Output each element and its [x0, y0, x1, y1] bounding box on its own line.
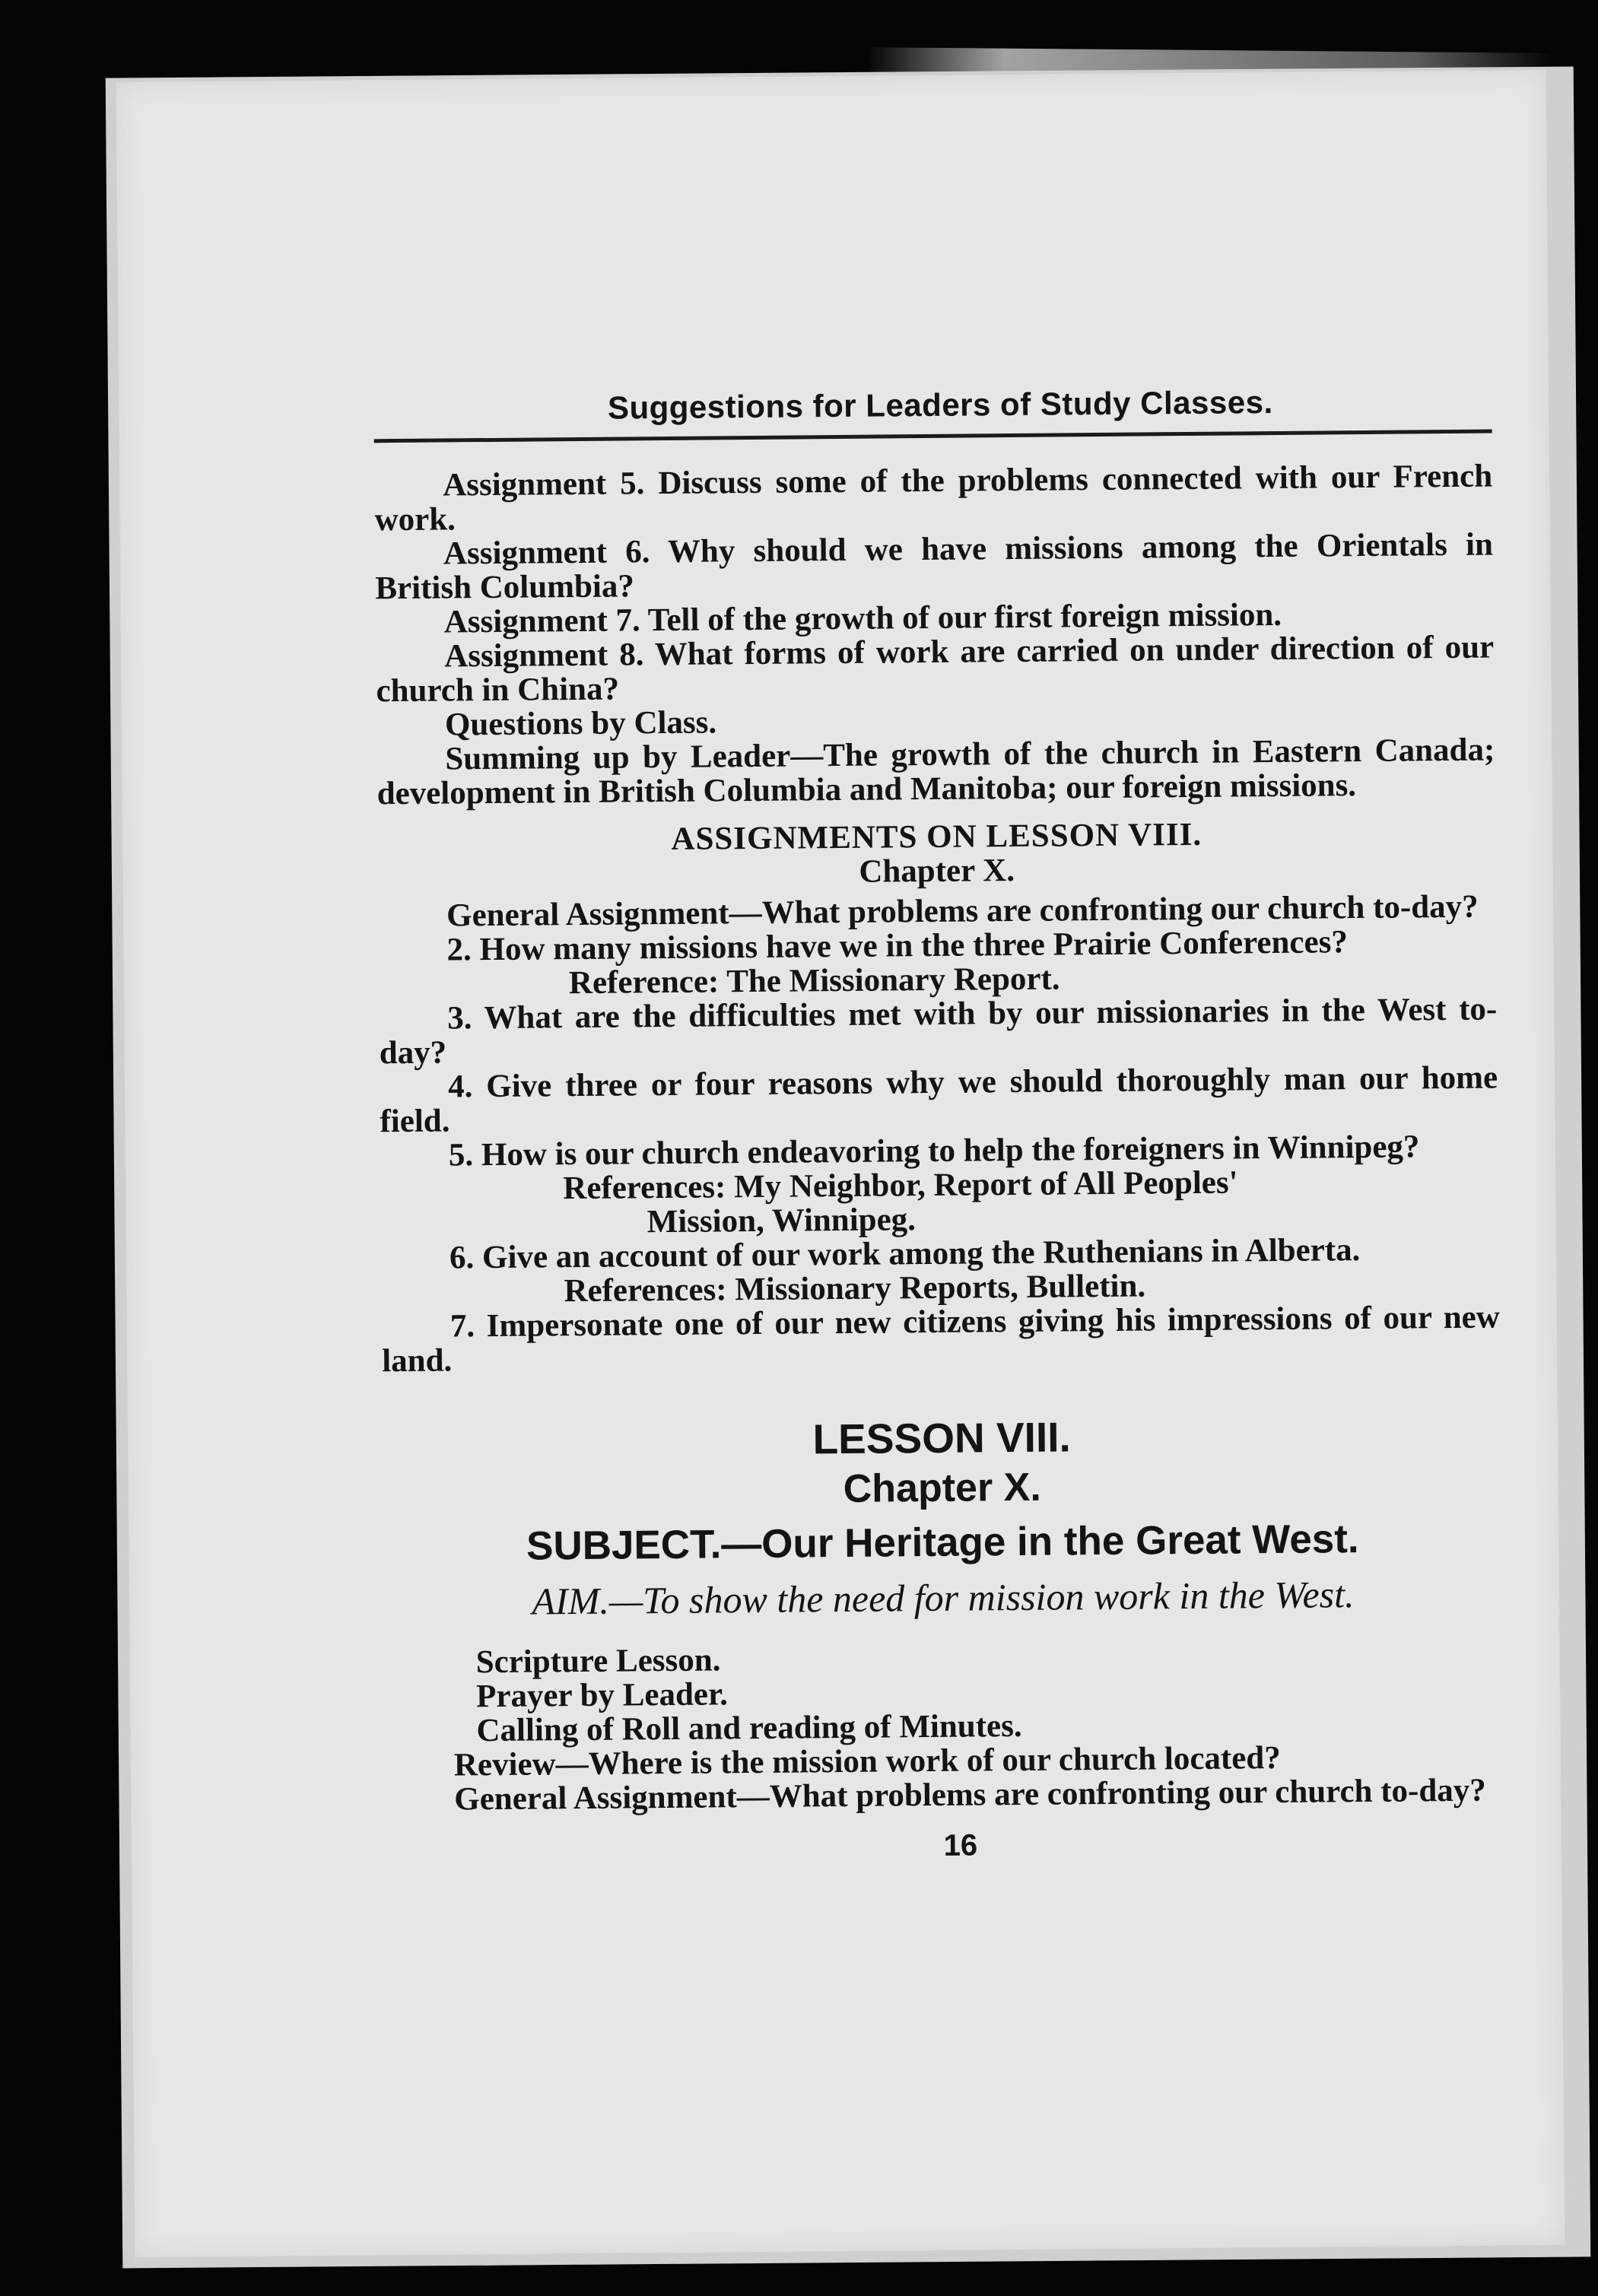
lesson-item-scripture: Scripture Lesson. — [475, 1642, 721, 1681]
assignment-item-5-reference: References: My Neighbor, Report of All Peoples' — [563, 1164, 1238, 1207]
paragraph-summing-up: Summing up by Leader—The growth of the church in Eastern Canada; development in British Columbia and Manitoba; our foreign missions. — [376, 732, 1495, 812]
paragraph-assignment-7: Assignment 7. Tell of the growth of our first foreign mission. — [443, 596, 1282, 640]
lesson-body — [385, 1636, 1504, 1817]
lesson-subject: SUBJECT.—Our Heritage in the Great West. — [526, 1516, 1359, 1569]
page-number: 16 — [943, 1828, 978, 1863]
paragraph-assignment-8: Assignment 8. What forms of work are carried on under direction of our church in China? — [376, 629, 1495, 710]
assignment-item-7: 7. Impersonate one of our new citizens giving his impressions of our new land. — [382, 1299, 1501, 1380]
assignment-item-5: 5. How is our church endeavoring to help the foreigners in Winnipeg? — [448, 1129, 1420, 1173]
lesson-aim: AIM.—To show the need for mission work in the West. — [532, 1573, 1355, 1623]
header-rule — [374, 429, 1492, 443]
assignment-item-3: 3. What are the difficulties met with by our missionaries in the West to-day? — [379, 991, 1498, 1072]
assignment-item-2: 2. How many missions have we in the three Prairie Conferences? — [446, 924, 1349, 968]
assignment-item-2-reference: Reference: The Missionary Report. — [568, 961, 1060, 1002]
scanned-page — [116, 70, 1565, 2257]
running-head: Suggestions for Leaders of Study Classes. — [607, 384, 1273, 426]
paragraph-assignment-5: Assignment 5. Discuss some of the problems connected with our French work. — [374, 458, 1493, 538]
lesson-general-assignment: General Assignment—What problems are confronting our church to-day? — [454, 1772, 1486, 1818]
lesson-item-prayer: Prayer by Leader. — [475, 1676, 729, 1715]
body-text — [374, 459, 1500, 1378]
assignments-heading: ASSIGNMENTS ON LESSON VIII. — [671, 816, 1202, 857]
assignment-item-5-reference-cont: Mission, Winnipeg. — [647, 1202, 917, 1240]
paragraph-assignment-6: Assignment 6. Why should we have missions among the Orientals in British Columbia? — [375, 526, 1494, 607]
paragraph-questions: Questions by Class. — [444, 704, 717, 743]
page-content — [373, 382, 1504, 1868]
lesson-chapter: Chapter X. — [843, 1465, 1042, 1511]
assignment-item-6: 6. Give an account of our work among the Ruthenians in Alberta. — [449, 1232, 1361, 1276]
general-assignment: General Assignment—What problems are confronting our church to-day? — [446, 888, 1479, 934]
lesson-review: Review—Where is the mission work of our church located? — [453, 1739, 1281, 1783]
assignment-item-6-reference: References: Missionary Reports, Bulletin. — [564, 1268, 1146, 1310]
assignment-item-4: 4. Give three or four reasons why we should thoroughly man our home field. — [380, 1059, 1498, 1140]
lesson-title: LESSON VIII. — [812, 1413, 1072, 1463]
assignments-chapter: Chapter X. — [859, 852, 1015, 890]
lesson-item-roll-call: Calling of Roll and reading of Minutes. — [476, 1707, 1022, 1749]
